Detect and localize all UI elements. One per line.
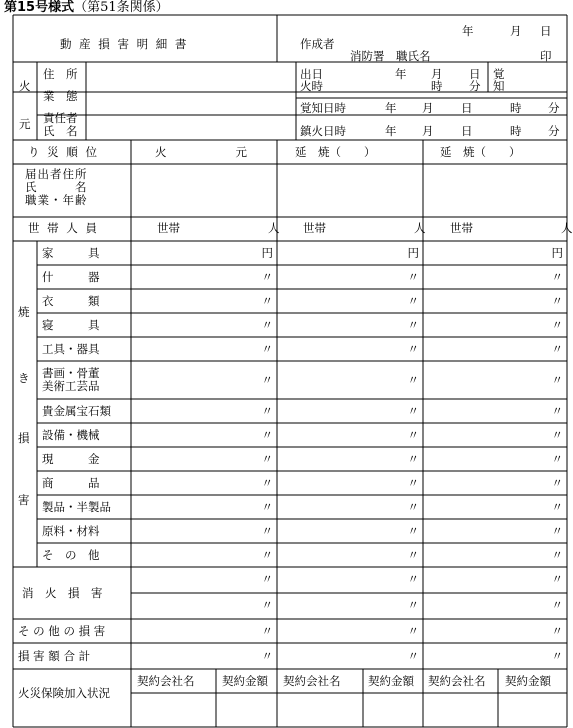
- damage-item-label: そ の 他: [42, 548, 100, 562]
- household-prefix: 世帯: [157, 221, 180, 235]
- damage-item-label: 家 具: [42, 246, 100, 260]
- household-label: 世 帯 人 員: [28, 221, 99, 235]
- damage-item-unit: 〃: [261, 476, 273, 490]
- insurance-amount-header: 契約金額: [368, 674, 414, 688]
- insurance-company-header: 契約会社名: [137, 674, 195, 688]
- reporter-address-label: 届出者住所: [25, 167, 88, 181]
- damage-item-label: 貴金属宝石類: [42, 404, 111, 418]
- extinguish-label: 消 火 損 害: [22, 586, 103, 600]
- damage-item-unit: 円: [261, 246, 273, 260]
- month-label: 月: [510, 24, 522, 38]
- damage-item-unit: 〃: [551, 318, 563, 332]
- fire-char-1: 火: [19, 79, 31, 93]
- day-label: 日: [540, 24, 552, 38]
- damage-item-unit: 〃: [261, 270, 273, 284]
- seal-mark: 印: [540, 49, 552, 63]
- damage-item-unit: 〃: [261, 500, 273, 514]
- household-prefix: 世帯: [450, 221, 473, 235]
- damage-item-label: 工具・器具: [42, 342, 100, 356]
- damage-item-unit: 〃: [407, 524, 419, 538]
- order-label: り 災 順 位: [28, 145, 99, 159]
- extinguish-unit: 〃: [551, 598, 563, 612]
- aware-time-unit: 時: [510, 101, 522, 115]
- damage-item-unit: 〃: [551, 428, 563, 442]
- damage-item-label: 寝 具: [42, 318, 100, 332]
- damage-side-char: 焼: [18, 305, 30, 319]
- damage-side-char: 損: [18, 431, 30, 445]
- suppress-time-unit: 分: [548, 124, 560, 138]
- damage-item-unit: 〃: [551, 500, 563, 514]
- damage-item-unit: 〃: [407, 452, 419, 466]
- aware-time-label: 覚知日時: [300, 101, 346, 115]
- damage-item-unit: 〃: [407, 548, 419, 562]
- damage-item-unit: 〃: [551, 294, 563, 308]
- damage-item-label: 原料・材料: [42, 524, 100, 538]
- household-unit: 人: [268, 221, 280, 235]
- address-label: 住 所: [43, 67, 78, 81]
- aware-time-unit: 年: [385, 101, 397, 115]
- insurance-company-header: 契約会社名: [283, 674, 341, 688]
- damage-side-char: 害: [18, 493, 30, 507]
- order-spread-2: 延 焼（ ）: [440, 145, 521, 159]
- insurance-company-header: 契約会社名: [428, 674, 486, 688]
- damage-item-unit: 〃: [407, 428, 419, 442]
- insurance-amount-header: 契約金額: [505, 674, 551, 688]
- damage-item-unit: 〃: [407, 476, 419, 490]
- reporter-name-label: 氏 名: [25, 180, 88, 194]
- damage-item-unit: 〃: [407, 373, 419, 387]
- reporter-job-label: 職業・年齢: [25, 193, 88, 207]
- aware-time-unit: 日: [461, 101, 473, 115]
- household-unit: 人: [414, 221, 426, 235]
- household-prefix: 世帯: [303, 221, 326, 235]
- insurance-label: 火災保険加入状況: [18, 686, 110, 700]
- total-damage-unit: 〃: [551, 649, 563, 663]
- damage-item-unit: 〃: [551, 373, 563, 387]
- suppress-time-unit: 日: [461, 124, 473, 138]
- business-label: 業 態: [43, 89, 78, 103]
- aware-time-unit: 月: [422, 101, 434, 115]
- extinguish-unit: 〃: [551, 572, 563, 586]
- damage-item-label: 書画・骨董 美術工芸品: [42, 366, 100, 393]
- damage-item-unit: 〃: [261, 524, 273, 538]
- suppress-time-unit: 年: [385, 124, 397, 138]
- damage-item-label: 設備・機械: [42, 428, 100, 442]
- damage-item-label: 現 金: [42, 452, 100, 466]
- outbreak-unit: 日: [469, 67, 481, 81]
- extinguish-unit: 〃: [407, 572, 419, 586]
- total-damage-unit: 〃: [407, 649, 419, 663]
- damage-item-unit: 〃: [551, 404, 563, 418]
- damage-item-unit: 〃: [407, 270, 419, 284]
- damage-item-unit: 〃: [551, 476, 563, 490]
- extinguish-unit: 〃: [261, 598, 273, 612]
- name-label: 氏 名: [43, 124, 78, 138]
- form-heading: 動 産 損 害 明 細 書: [60, 37, 189, 51]
- damage-item-label: 製品・半製品: [42, 500, 111, 514]
- damage-item-unit: 〃: [551, 452, 563, 466]
- damage-side-char: き: [18, 371, 30, 385]
- damage-item-label: 衣 類: [42, 294, 100, 308]
- damage-item-unit: 円: [551, 246, 563, 260]
- damage-item-unit: 〃: [551, 548, 563, 562]
- damage-item-unit: 〃: [407, 500, 419, 514]
- damage-item-unit: 〃: [261, 373, 273, 387]
- damage-item-unit: 〃: [551, 524, 563, 538]
- total-damage-label: 損 害 額 合 計: [18, 649, 91, 663]
- responsible-label: 責任者: [43, 111, 78, 125]
- damage-item-label: 商 品: [42, 476, 100, 490]
- form-article-note: （第51条関係）: [74, 0, 169, 15]
- outbreak-unit: 分: [469, 79, 481, 93]
- other-damage-unit: 〃: [407, 624, 419, 638]
- damage-item-unit: 〃: [261, 318, 273, 332]
- damage-item-unit: 円: [407, 246, 419, 260]
- order-fire-origin: 火 元: [155, 145, 247, 159]
- other-damage-unit: 〃: [551, 624, 563, 638]
- form-number: 第15号様式: [4, 0, 75, 15]
- damage-item-label: 什 器: [42, 270, 100, 284]
- creator-org: 消防署 職氏名: [350, 49, 431, 63]
- insurance-amount-header: 契約金額: [222, 674, 268, 688]
- other-damage-unit: 〃: [261, 624, 273, 638]
- outbreak-label-1: 出日: [300, 67, 323, 81]
- outbreak-unit: 月: [431, 67, 443, 81]
- extinguish-unit: 〃: [261, 572, 273, 586]
- aware-time-unit: 分: [548, 101, 560, 115]
- damage-item-unit: 〃: [261, 548, 273, 562]
- order-spread-1: 延 焼（ ）: [295, 145, 376, 159]
- outbreak-unit: 年: [395, 67, 407, 81]
- suppress-time-unit: 月: [422, 124, 434, 138]
- aware-char-1: 覚: [493, 67, 505, 81]
- damage-item-unit: 〃: [407, 294, 419, 308]
- damage-item-unit: 〃: [551, 342, 563, 356]
- year-label: 年: [462, 24, 474, 38]
- damage-item-unit: 〃: [551, 270, 563, 284]
- damage-item-unit: 〃: [261, 342, 273, 356]
- aware-char-2: 知: [493, 79, 505, 93]
- damage-item-unit: 〃: [407, 404, 419, 418]
- damage-item-unit: 〃: [261, 452, 273, 466]
- damage-item-unit: 〃: [261, 428, 273, 442]
- damage-item-unit: 〃: [407, 342, 419, 356]
- damage-item-unit: 〃: [261, 294, 273, 308]
- creator-label: 作成者: [300, 37, 335, 51]
- extinguish-unit: 〃: [407, 598, 419, 612]
- total-damage-unit: 〃: [261, 649, 273, 663]
- damage-item-unit: 〃: [261, 404, 273, 418]
- damage-item-unit: 〃: [407, 318, 419, 332]
- suppress-time-label: 鎮火日時: [300, 124, 346, 138]
- other-damage-label: そ の 他 の 損 害: [18, 624, 106, 638]
- outbreak-label-2: 火時: [300, 79, 323, 93]
- outbreak-unit: 時: [431, 79, 443, 93]
- suppress-time-unit: 時: [510, 124, 522, 138]
- fire-char-2: 元: [19, 117, 31, 131]
- household-unit: 人: [561, 221, 573, 235]
